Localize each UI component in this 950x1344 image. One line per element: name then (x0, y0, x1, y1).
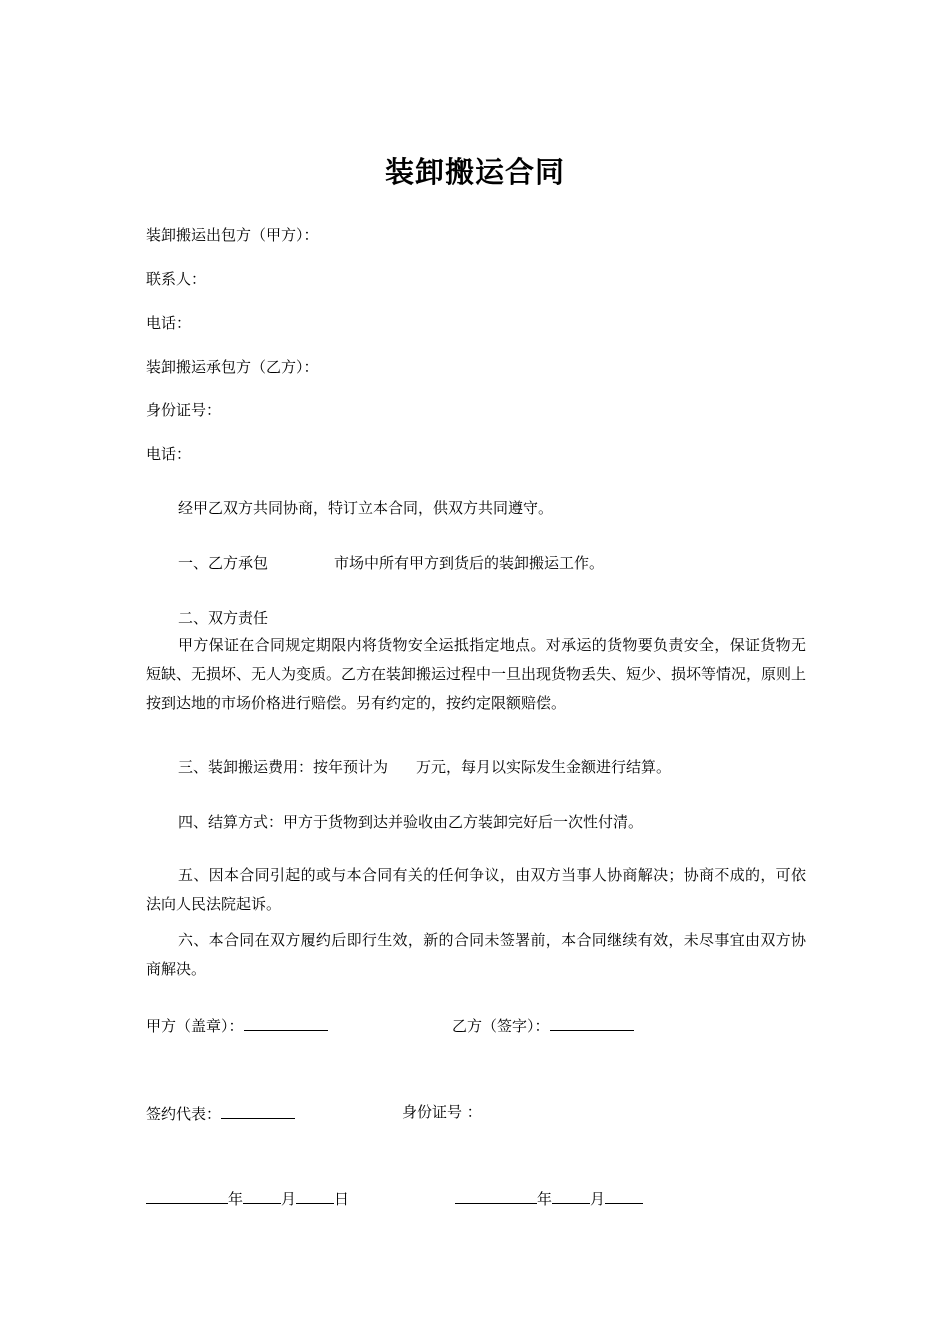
representative-blank[interactable] (221, 1102, 295, 1119)
contract-title: 装卸搬运合同 (384, 155, 565, 189)
day-blank-b[interactable] (605, 1187, 643, 1204)
contact-label: 联系人： (146, 270, 207, 288)
clause-4: 四、结算方式：甲方于货物到达并验收由乙方装卸完好后一次性付清。 (178, 813, 644, 831)
party-b-sign-blank[interactable] (550, 1014, 634, 1031)
clause-1-prefix: 一、乙方承包 (178, 554, 269, 572)
month-blank-a[interactable] (243, 1187, 281, 1204)
clause-3-prefix: 三、装卸搬运费用：按年预计为 (178, 758, 389, 776)
month-blank-b[interactable] (552, 1187, 590, 1204)
party-a-seal-blank[interactable] (244, 1014, 328, 1031)
id-label-b: 身份证号 ： (402, 1103, 482, 1121)
phone-a-label: 电话： (146, 314, 192, 332)
id-number-label: 身份证号： (146, 401, 222, 419)
party-b-sign-row (452, 1014, 634, 1036)
clause-2-body: 甲方保证在合同规定期限内将货物安全运抵指定地点。对承运的货物要负责安全，保证货物无短缺、无损坏、无人为变质。乙方在装卸搬运过程中一旦出现货物丢失、短少、损坏等情况，原则上按到达地的市场价格进行赔偿。另有约定的，按约定限额赔偿。 (146, 636, 807, 712)
date-row-a (146, 1187, 349, 1209)
month-label-a: 月 (281, 1190, 297, 1208)
clause-1 (178, 553, 604, 573)
year-label-b: 年 (537, 1190, 553, 1208)
representative-label: 签约代表： (146, 1105, 222, 1123)
month-label-b: 月 (590, 1190, 606, 1208)
party-a-seal-label: 甲方（盖章）： (146, 1017, 244, 1035)
clause-3 (178, 757, 671, 777)
clause-1-suffix: 市场中所有甲方到货后的装卸搬运工作。 (334, 554, 605, 572)
intro-paragraph: 经甲乙双方共同协商，特订立本合同，供双方共同遵守。 (178, 499, 554, 517)
year-label-a: 年 (228, 1190, 244, 1208)
day-label-a: 日 (334, 1190, 350, 1208)
year-blank-b[interactable] (455, 1187, 537, 1204)
clause-3-suffix: 万元，每月以实际发生金额进行结算。 (416, 758, 672, 776)
party-b-label: 装卸搬运承包方（乙方）： (146, 358, 319, 376)
party-a-seal-row (146, 1014, 328, 1036)
clause-5: 五、因本合同引起的或与本合同有关的任何争议，由双方当事人协商解决；协商不成的，可依法向人民法院起诉。 (146, 866, 806, 913)
representative-row (146, 1102, 295, 1124)
day-blank-a[interactable] (296, 1187, 334, 1204)
party-b-sign-label: 乙方（签字）： (452, 1017, 550, 1035)
clause-2-heading: 二、双方责任 (178, 609, 269, 627)
clause-6: 六、本合同在双方履约后即行生效，新的合同未签署前，本合同继续有效，未尽事宜由双方协商解决。 (146, 931, 806, 978)
date-row-b (455, 1187, 643, 1209)
party-a-label: 装卸搬运出包方（甲方）： (146, 226, 319, 244)
phone-b-label: 电话： (146, 445, 192, 463)
year-blank-a[interactable] (146, 1187, 228, 1204)
